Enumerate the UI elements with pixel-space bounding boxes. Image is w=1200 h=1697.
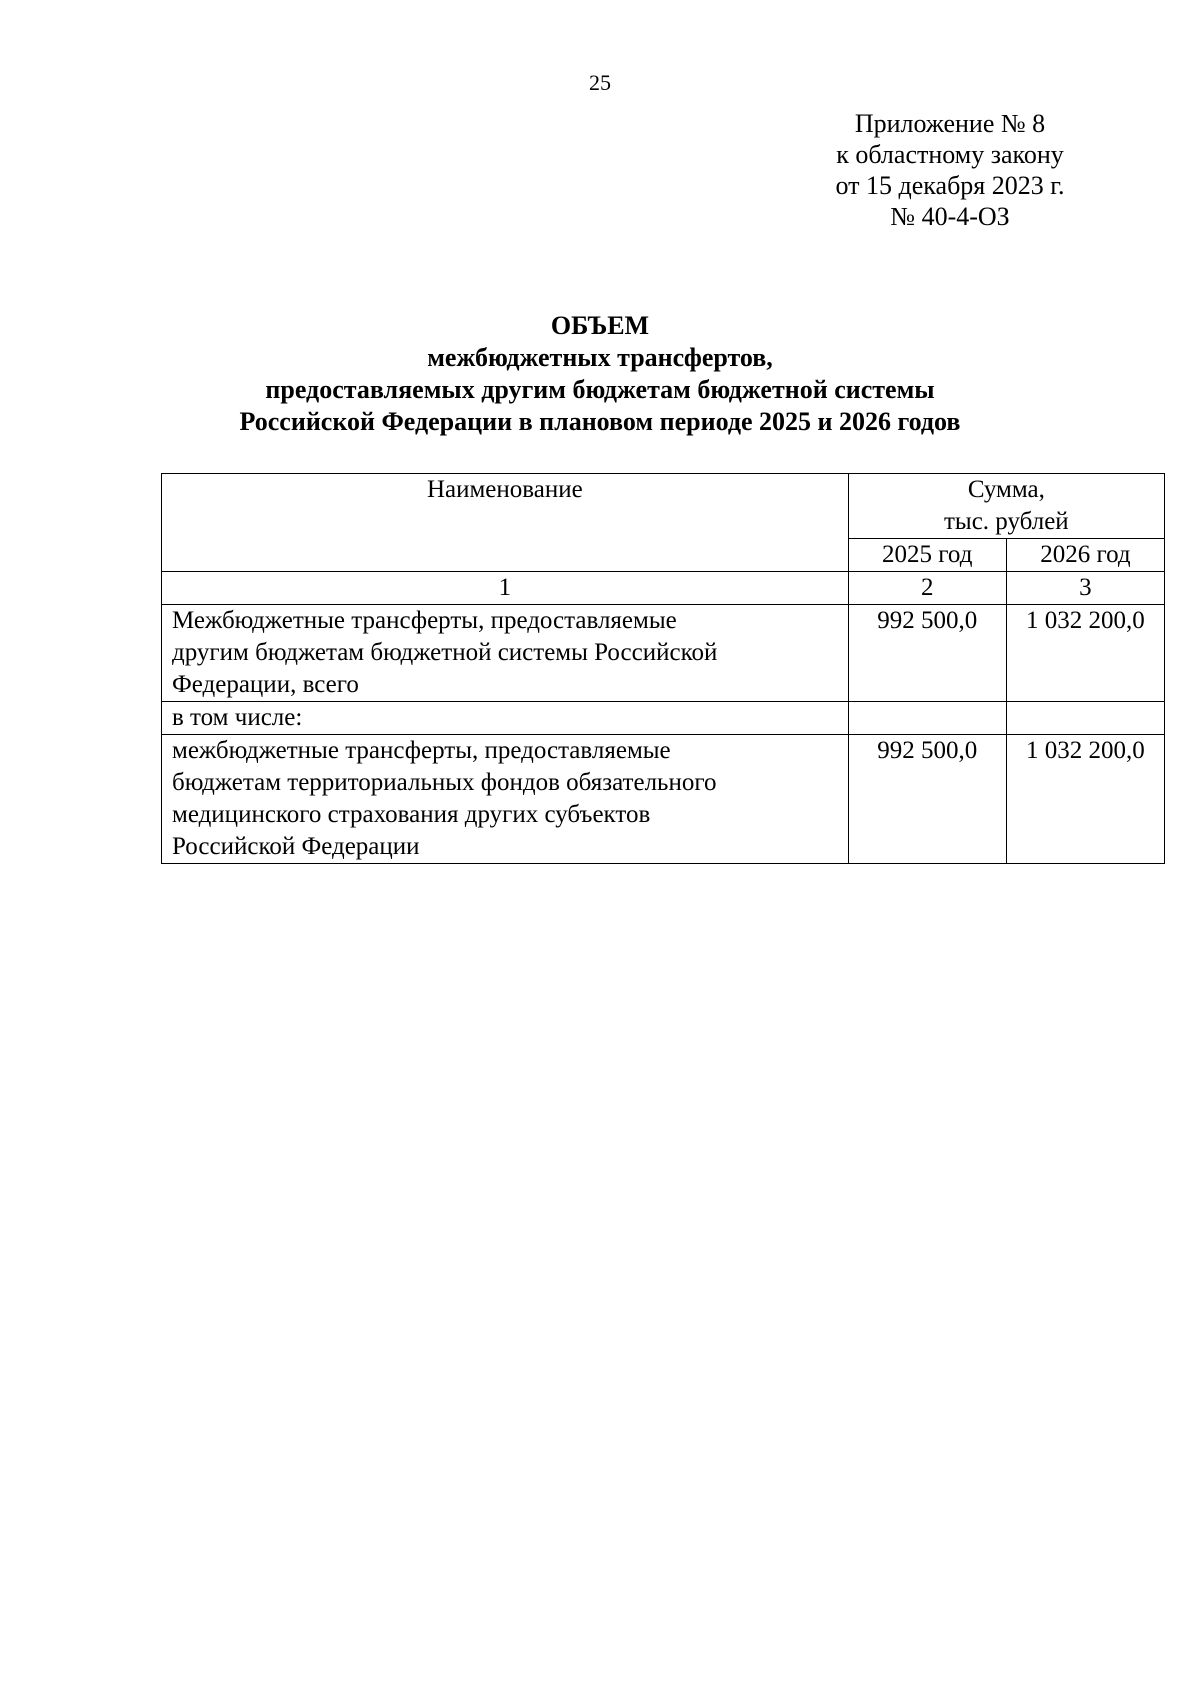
column-number-3: 3 [1006, 572, 1164, 605]
table-row [162, 605, 1165, 702]
header-year-2025: 2025 год [848, 539, 1006, 572]
title-line-2: межбюджетных трансфертов, [427, 343, 773, 372]
column-number-2: 2 [848, 572, 1006, 605]
row-name-line: медицинского страхования других субъектов [172, 801, 651, 828]
header-sum-line-2: тыс. рублей [943, 508, 1069, 535]
row-name-line: межбюджетные трансферты, предоставляемые [172, 737, 671, 764]
row-name-line: бюджетам территориальных фондов обязательного [172, 769, 717, 796]
header-name-cell [162, 474, 849, 572]
annex-line-3: от 15 декабря 2023 г. [835, 171, 1065, 200]
row-value-2026 [1006, 702, 1164, 735]
row-name-medical-insurance [162, 735, 849, 864]
title-line-3: предоставляемых другим бюджетам бюджетной системы [265, 375, 935, 404]
annex-line-2: к областному закону [836, 140, 1064, 169]
page-number: 25 [589, 70, 611, 95]
title-line-4: Российской Федерации в плановом периоде 2025 и 2026 годов [239, 407, 961, 436]
table-header-row [162, 474, 1165, 539]
row-value-2025 [848, 702, 1006, 735]
row-value-2025: 992 500,0 [848, 605, 1006, 702]
header-sum-cell [848, 474, 1164, 539]
row-name-line: Межбюджетные трансферты, предоставляемые [172, 607, 677, 634]
annex-reference [780, 108, 1120, 232]
row-name-line: другим бюджетам бюджетной системы Российской [172, 639, 718, 666]
header-sum-line-1: Сумма, [967, 476, 1045, 503]
row-value-2026: 1 032 200,0 [1006, 735, 1164, 864]
table-row [162, 735, 1165, 864]
header-year-2026: 2026 год [1006, 539, 1164, 572]
title-line-1: ОБЪЕМ [550, 311, 650, 340]
header-name: Наименование [426, 476, 583, 503]
column-number-1: 1 [162, 572, 849, 605]
annex-line-4: № 40-4-ОЗ [890, 202, 1010, 231]
row-value-2025: 992 500,0 [848, 735, 1006, 864]
table-row [162, 702, 1165, 735]
row-name-line: в том числе: [172, 704, 303, 731]
row-name-total [162, 605, 849, 702]
document-title [0, 310, 1200, 438]
transfers-table [161, 473, 1165, 864]
row-name-including [162, 702, 849, 735]
row-value-2026: 1 032 200,0 [1006, 605, 1164, 702]
table-column-numbers-row [162, 572, 1165, 605]
annex-line-1: Приложение № 8 [854, 109, 1046, 138]
row-name-line: Российской Федерации [172, 833, 420, 860]
row-name-line: Федерации, всего [172, 671, 359, 698]
